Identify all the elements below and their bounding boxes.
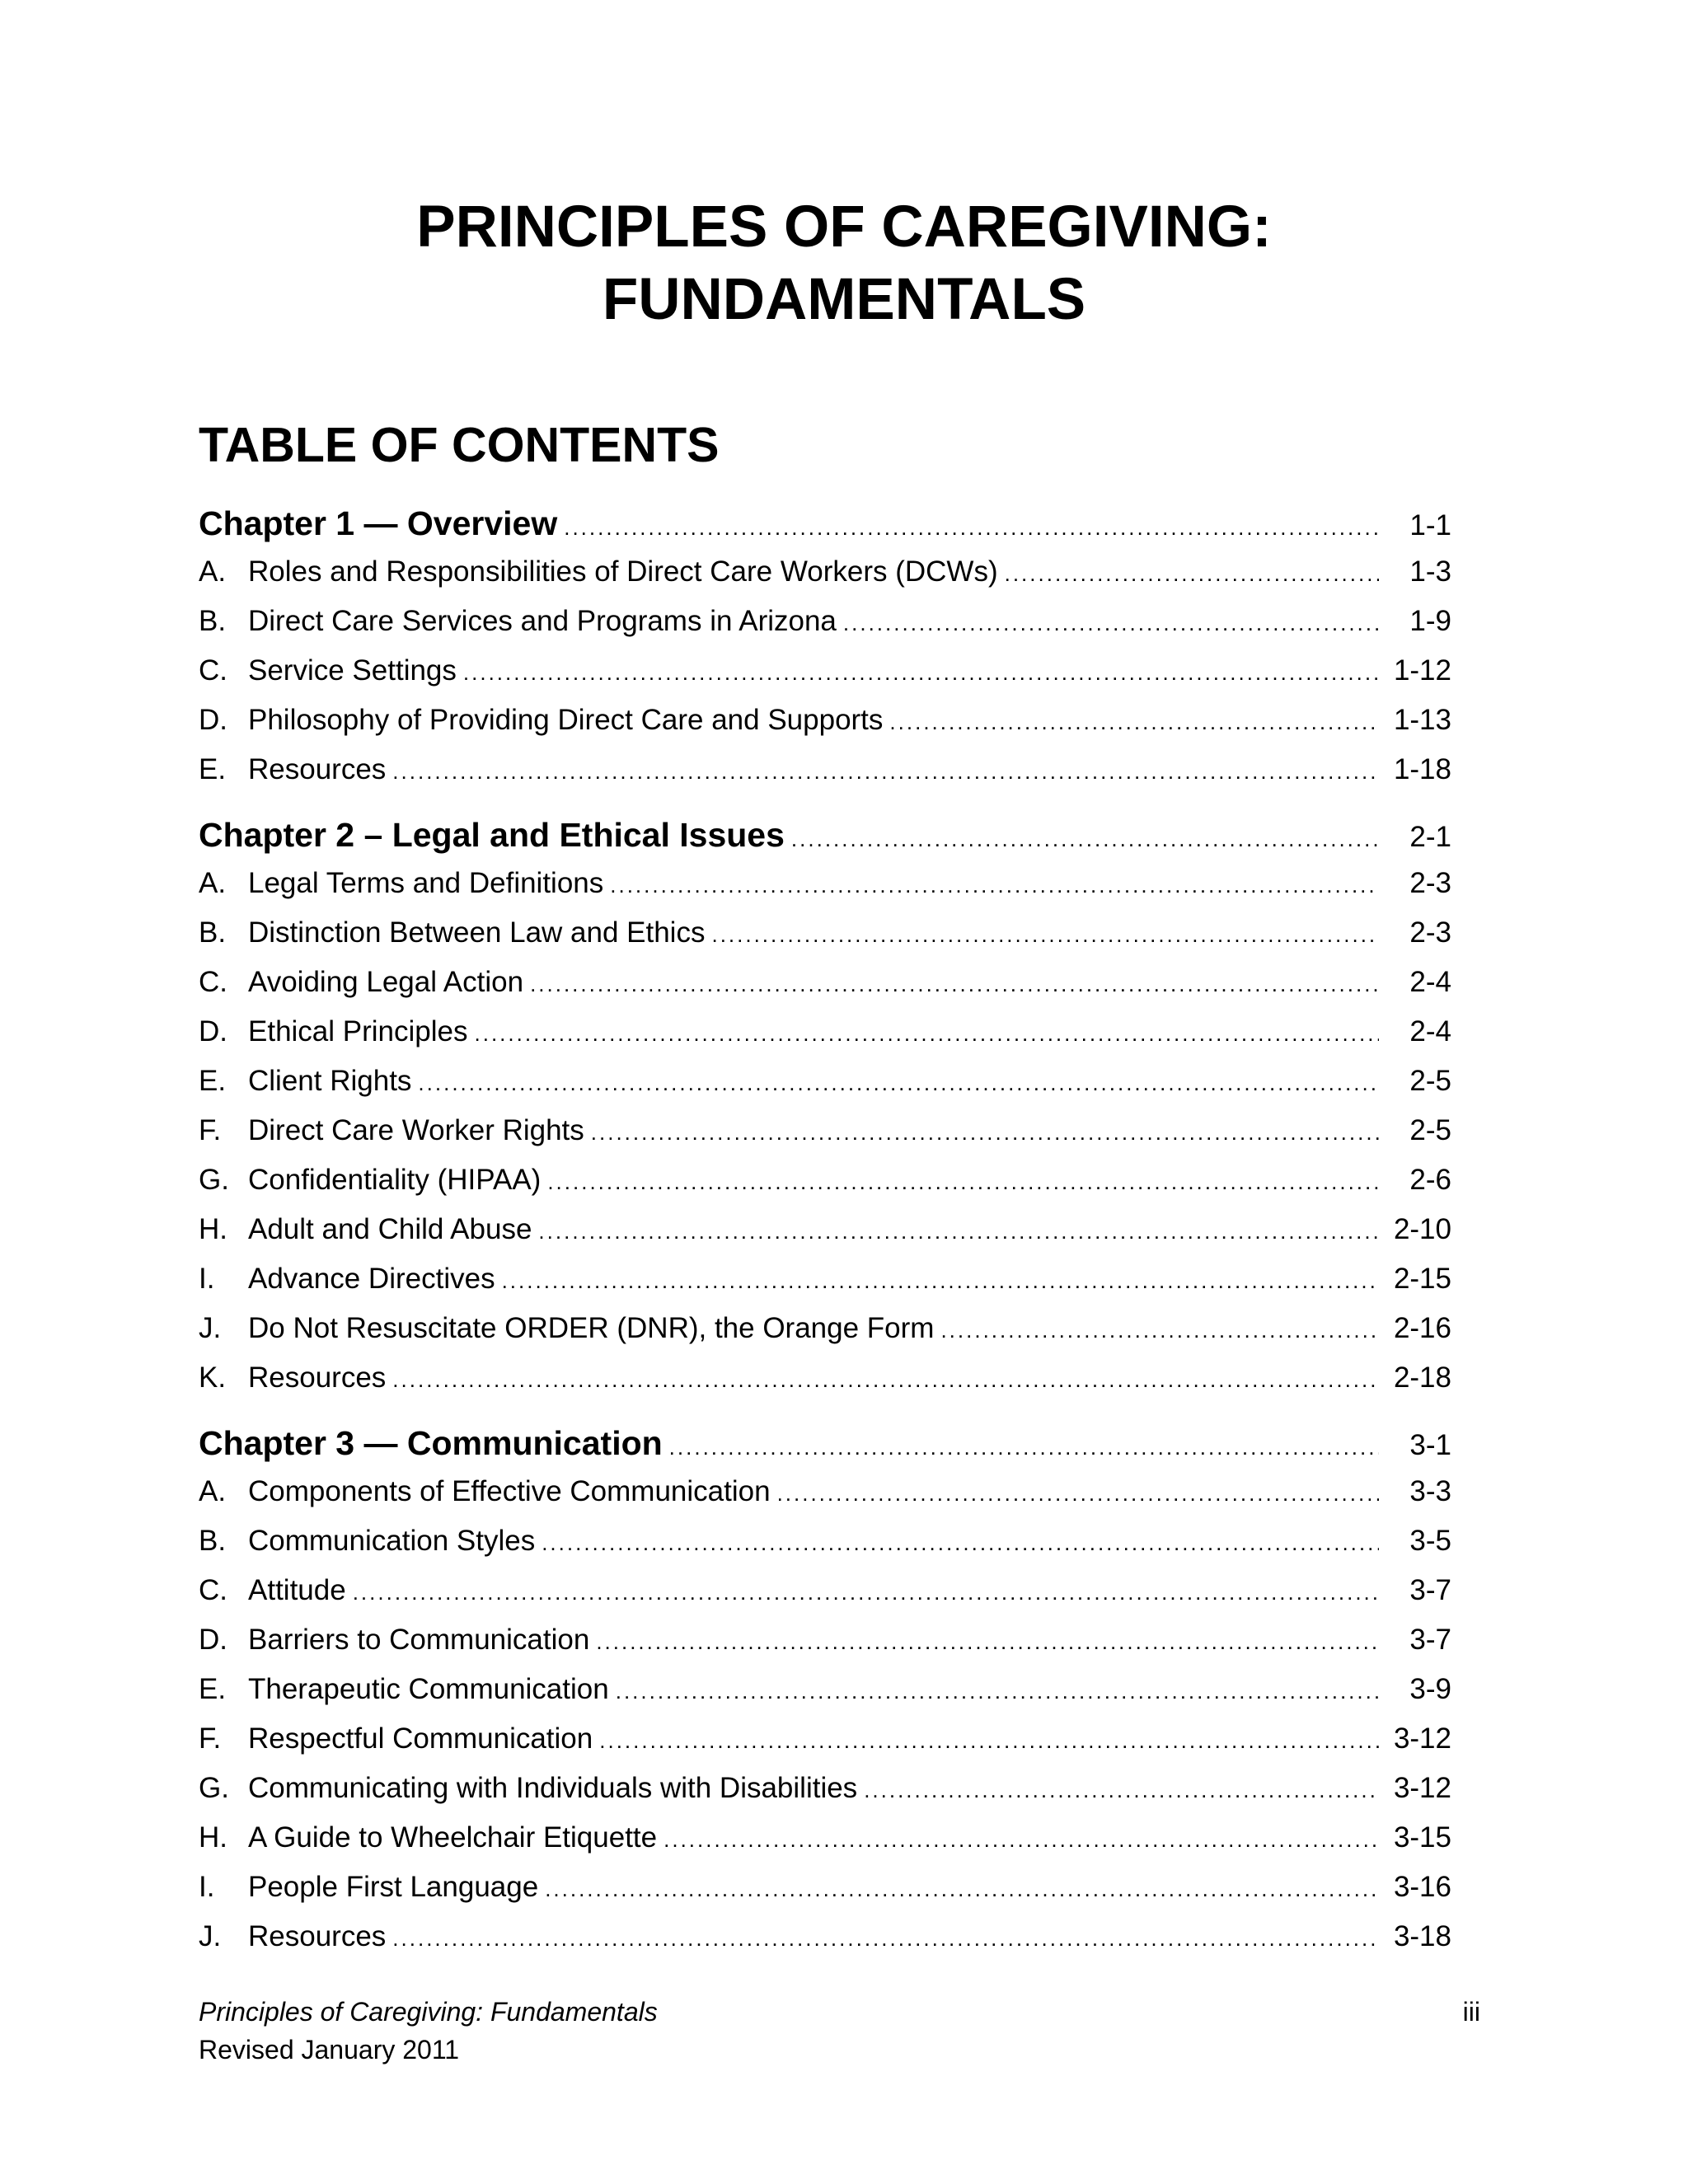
toc-dot-leader	[392, 1355, 1379, 1404]
toc-entry-page: 2-10	[1393, 1213, 1451, 1245]
toc-entry-letter: E.	[199, 1065, 227, 1097]
toc-entry-letter: H.	[199, 1213, 227, 1245]
toc-entry-title: Attitude	[248, 1574, 346, 1606]
toc-chapter-page: 2-1	[1409, 821, 1451, 853]
toc-dot-leader	[392, 747, 1379, 796]
toc-entry-letter: G.	[199, 1164, 229, 1196]
toc-dot-leader	[940, 1305, 1379, 1355]
document-title-line-1: PRINCIPLES OF CAREGIVING:	[416, 194, 1272, 260]
toc-entry[interactable]	[199, 745, 1451, 794]
toc-dot-leader	[777, 1469, 1379, 1518]
toc-entry-page: 2-4	[1409, 966, 1451, 998]
toc-entry[interactable]	[199, 696, 1451, 745]
toc-entry-letter: I.	[199, 1871, 215, 1903]
toc-dot-leader	[711, 910, 1379, 959]
toc-dot-leader	[530, 959, 1379, 1009]
toc-dot-leader	[591, 1108, 1379, 1157]
toc-entry-letter: J.	[199, 1312, 222, 1344]
toc-dot-leader	[542, 1518, 1379, 1568]
toc-entry[interactable]	[199, 958, 1451, 1007]
document-title	[0, 191, 1688, 336]
toc-entry-letter: D.	[199, 1015, 227, 1047]
toc-entry[interactable]	[199, 1665, 1451, 1714]
toc-entry-letter: B.	[199, 916, 227, 949]
toc-entry-letter: I.	[199, 1263, 215, 1295]
toc-entry-title: Resources	[248, 1361, 387, 1394]
toc-entry-title: Service Settings	[248, 654, 457, 687]
toc-entry-title: Legal Terms and Definitions	[248, 867, 604, 899]
toc-entry-letter: C.	[199, 654, 227, 687]
toc-entry-title: Resources	[248, 1920, 387, 1952]
toc-entry[interactable]	[199, 1615, 1451, 1665]
toc-entry-letter: A.	[199, 555, 227, 588]
footer	[199, 1993, 658, 2069]
toc-entry-title: Respectful Communication	[248, 1722, 593, 1755]
toc-chapter-title: Chapter 1 — Overview	[199, 504, 558, 542]
toc-entry[interactable]	[199, 547, 1451, 597]
toc-entry-letter: E.	[199, 1673, 227, 1705]
toc-entry[interactable]	[199, 1813, 1451, 1863]
toc-entry-letter: G.	[199, 1772, 229, 1804]
toc-entry-title: Therapeutic Communication	[248, 1673, 609, 1705]
toc-dot-leader	[791, 815, 1379, 863]
toc-entry-title: Direct Care Worker Rights	[248, 1114, 584, 1146]
toc-entry-title: Resources	[248, 753, 387, 785]
toc-entry-page: 2-16	[1393, 1312, 1451, 1344]
toc-dot-leader	[547, 1157, 1379, 1207]
toc-chapter-1	[199, 499, 1451, 794]
toc-entry-page: 1-9	[1409, 605, 1451, 637]
toc-entry-title: Barriers to Communication	[248, 1624, 590, 1656]
toc-entry-page: 1-13	[1393, 704, 1451, 736]
toc-entry-page: 3-7	[1409, 1574, 1451, 1606]
toc-entry-letter: E.	[199, 753, 227, 785]
toc-entry[interactable]	[199, 646, 1451, 696]
toc-entry-title: Philosophy of Providing Direct Care and Supports	[248, 704, 884, 736]
toc-entry-page: 2-3	[1409, 916, 1451, 949]
toc-heading: TABLE OF CONTENTS	[199, 418, 720, 472]
toc-entry-title: Distinction Between Law and Ethics	[248, 916, 706, 949]
toc-entry-letter: C.	[199, 1574, 227, 1606]
toc-entry-letter: C.	[199, 966, 227, 998]
toc-entry-letter: H.	[199, 1821, 227, 1854]
toc-entry-title: Ethical Principles	[248, 1015, 468, 1047]
toc-entry[interactable]	[199, 1863, 1451, 1912]
toc-entry-title: Client Rights	[248, 1065, 412, 1097]
toc-dot-leader	[545, 1864, 1379, 1914]
toc-entry-page: 2-18	[1393, 1361, 1451, 1394]
toc-entry-page: 2-5	[1409, 1114, 1451, 1146]
toc-dot-leader	[599, 1716, 1379, 1765]
table-of-contents	[199, 499, 1451, 1961]
toc-chapter-row[interactable]	[199, 811, 1451, 859]
toc-entry[interactable]	[199, 859, 1451, 908]
toc-entry-page: 2-6	[1409, 1164, 1451, 1196]
toc-dot-leader	[463, 648, 1379, 697]
toc-entry[interactable]	[199, 1057, 1451, 1106]
toc-entry[interactable]	[199, 908, 1451, 958]
toc-chapter-page: 3-1	[1409, 1429, 1451, 1461]
toc-entry-page: 1-12	[1393, 654, 1451, 687]
toc-entry-page: 2-5	[1409, 1065, 1451, 1097]
toc-entry-page: 3-9	[1409, 1673, 1451, 1705]
toc-entry-title: Direct Care Services and Programs in Arizona	[248, 605, 837, 637]
toc-dot-leader	[475, 1009, 1380, 1058]
toc-entry-page: 3-7	[1409, 1624, 1451, 1656]
toc-entry-title: Communicating with Individuals with Disabilities	[248, 1772, 858, 1804]
toc-dot-leader	[502, 1256, 1379, 1305]
toc-dot-leader	[610, 860, 1379, 910]
toc-dot-leader	[1005, 549, 1379, 598]
toc-chapter-title: Chapter 3 — Communication	[199, 1424, 663, 1462]
toc-entry-page: 2-3	[1409, 867, 1451, 899]
toc-dot-leader	[538, 1207, 1379, 1256]
toc-dot-leader	[669, 1423, 1379, 1471]
toc-entry-title: Adult and Child Abuse	[248, 1213, 532, 1245]
toc-entry-letter: K.	[199, 1361, 227, 1394]
toc-dot-leader	[843, 598, 1379, 648]
toc-entry[interactable]	[199, 1155, 1451, 1205]
footer-page-number: iii	[1462, 1997, 1480, 2027]
toc-entry-letter: B.	[199, 1525, 227, 1557]
toc-dot-leader	[663, 1815, 1379, 1864]
toc-dot-leader	[418, 1058, 1379, 1108]
toc-entry[interactable]	[199, 1205, 1451, 1254]
toc-entry-page: 2-4	[1409, 1015, 1451, 1047]
toc-entry-letter: D.	[199, 1624, 227, 1656]
toc-entry-letter: B.	[199, 605, 227, 637]
toc-chapter-3	[199, 1419, 1451, 1961]
toc-chapter-row[interactable]	[199, 499, 1451, 547]
toc-entry[interactable]	[199, 1912, 1451, 1961]
toc-entry-page: 1-18	[1393, 753, 1451, 785]
toc-entry-title: Confidentiality (HIPAA)	[248, 1164, 542, 1196]
toc-entry-title: Components of Effective Communication	[248, 1475, 771, 1507]
toc-entry-title: A Guide to Wheelchair Etiquette	[248, 1821, 658, 1854]
toc-dot-leader	[616, 1666, 1379, 1716]
toc-dot-leader	[564, 504, 1379, 551]
toc-entry-title: Avoiding Legal Action	[248, 966, 524, 998]
toc-entry-page: 3-12	[1393, 1722, 1451, 1755]
toc-entry-letter: F.	[199, 1114, 222, 1146]
toc-entry[interactable]	[199, 1566, 1451, 1615]
toc-chapter-2	[199, 811, 1451, 1403]
toc-entry-title: Roles and Responsibilities of Direct Care Workers (DCWs)	[248, 555, 998, 588]
toc-entry-page: 3-3	[1409, 1475, 1451, 1507]
toc-entry-page: 3-15	[1393, 1821, 1451, 1854]
toc-entry[interactable]	[199, 1714, 1451, 1764]
toc-dot-leader	[864, 1765, 1379, 1815]
toc-entry[interactable]	[199, 1353, 1451, 1403]
toc-entry-title: Advance Directives	[248, 1263, 495, 1295]
toc-entry-page: 1-3	[1409, 555, 1451, 588]
toc-dot-leader	[353, 1568, 1379, 1617]
toc-entry[interactable]	[199, 1007, 1451, 1057]
toc-entry-page: 2-15	[1393, 1263, 1451, 1295]
footer-book-title: Principles of Caregiving: Fundamentals	[199, 1997, 658, 2027]
toc-chapter-row[interactable]	[199, 1419, 1451, 1467]
toc-entry-letter: J.	[199, 1920, 222, 1952]
toc-entry[interactable]	[199, 1516, 1451, 1566]
toc-entry-letter: F.	[199, 1722, 222, 1755]
toc-entry-letter: A.	[199, 867, 227, 899]
toc-entry[interactable]	[199, 1764, 1451, 1813]
toc-entry[interactable]	[199, 1467, 1451, 1516]
document-title-line-2: FUNDAMENTALS	[602, 267, 1086, 332]
toc-entry-page: 3-5	[1409, 1525, 1451, 1557]
toc-entry[interactable]	[199, 1254, 1451, 1304]
toc-entry[interactable]	[199, 1304, 1451, 1353]
footer-revision: Revised January 2011	[199, 2035, 460, 2064]
toc-entry-page: 3-18	[1393, 1920, 1451, 1952]
toc-entry-title: Do Not Resuscitate ORDER (DNR), the Orange Form	[248, 1312, 935, 1344]
toc-entry-letter: A.	[199, 1475, 227, 1507]
toc-dot-leader	[392, 1914, 1379, 1963]
toc-chapter-title: Chapter 2 – Legal and Ethical Issues	[199, 816, 785, 854]
toc-entry-page: 3-12	[1393, 1772, 1451, 1804]
toc-entry[interactable]	[199, 597, 1451, 646]
toc-entry-letter: D.	[199, 704, 227, 736]
toc-dot-leader	[889, 697, 1379, 747]
toc-entry-page: 3-16	[1393, 1871, 1451, 1903]
toc-entry-title: People First Language	[248, 1871, 539, 1903]
toc-entry-title: Communication Styles	[248, 1525, 536, 1557]
toc-dot-leader	[596, 1617, 1379, 1666]
toc-entry[interactable]	[199, 1106, 1451, 1155]
toc-chapter-page: 1-1	[1409, 509, 1451, 541]
